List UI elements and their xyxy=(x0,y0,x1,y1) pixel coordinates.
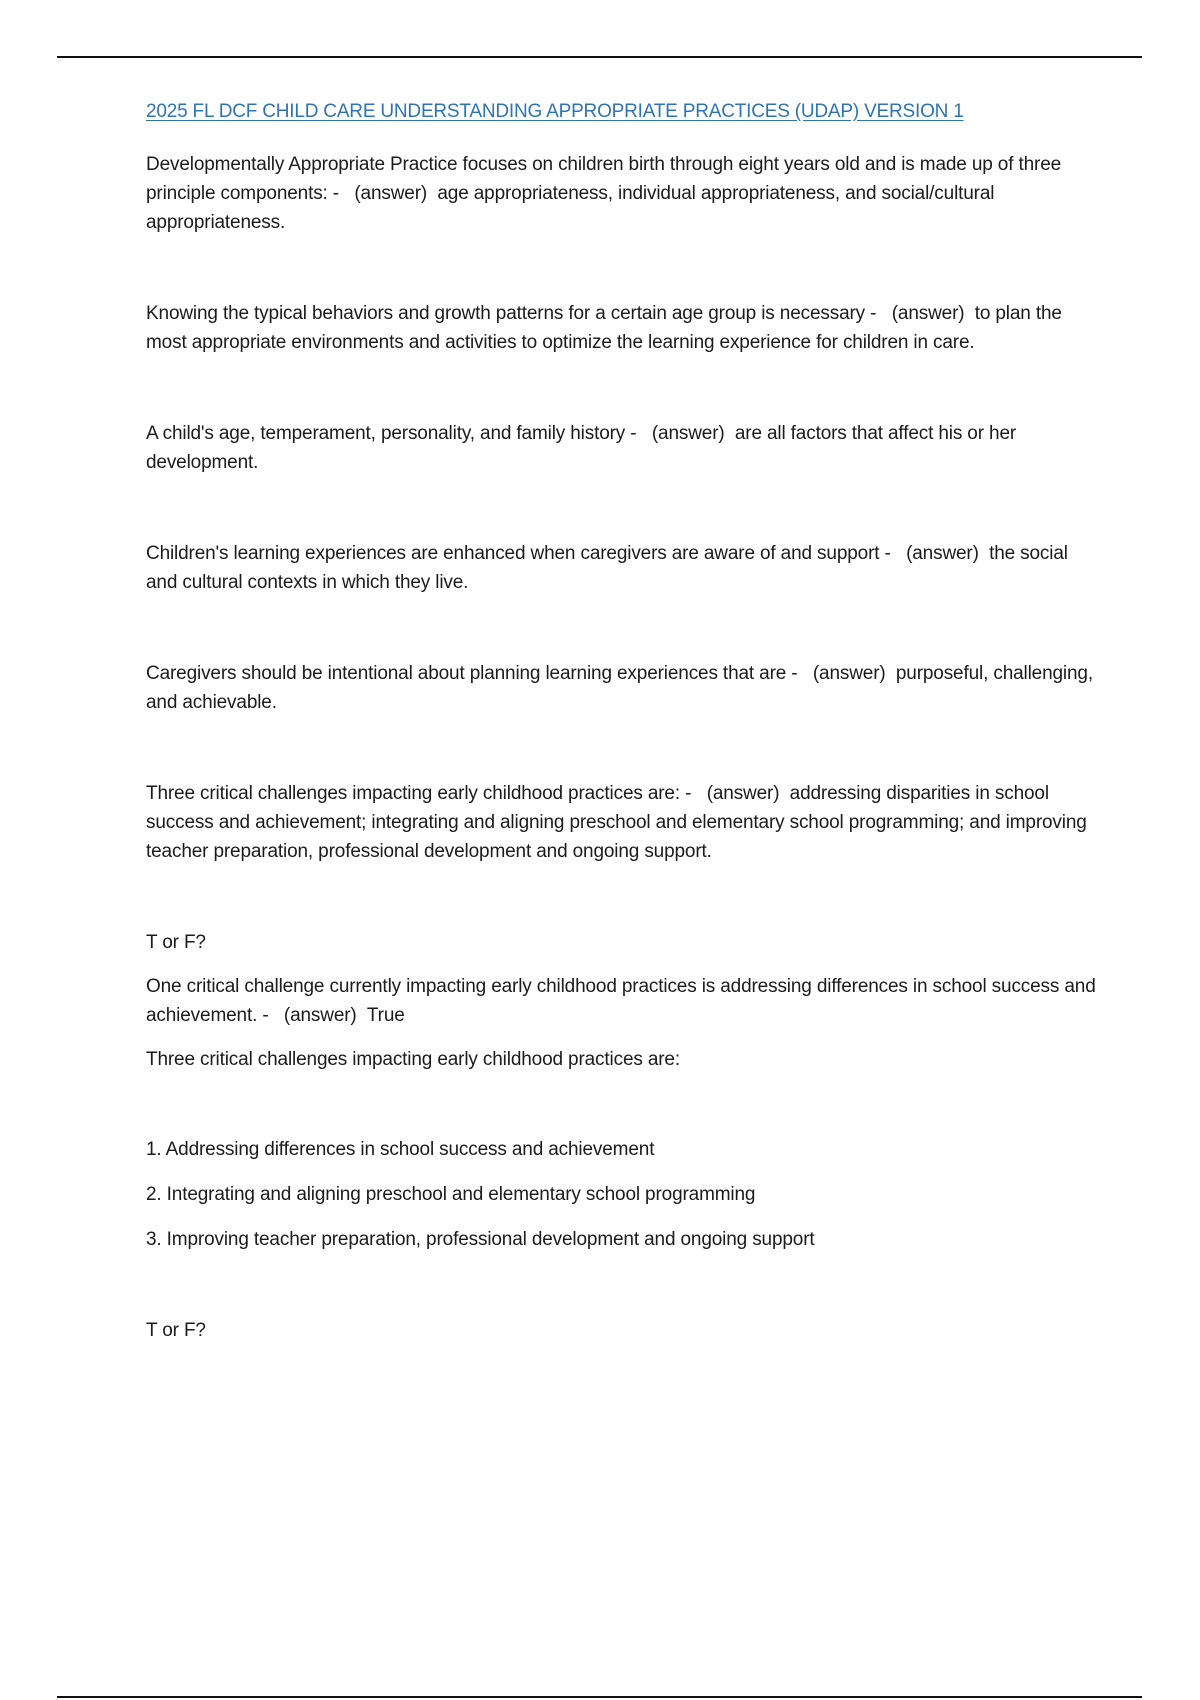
answer-tag: (answer) xyxy=(906,543,979,564)
answer-text: to plan the most appropriate environments and activities to optimize the learning experience for children in care. xyxy=(146,303,1062,353)
answer-text: the social and cultural contexts in which they live. xyxy=(146,543,1068,593)
qa-item-1 xyxy=(146,150,1101,237)
explanation-intro: Three critical challenges impacting early childhood practices are: xyxy=(146,1049,680,1070)
tf-label-1: T or F? xyxy=(146,932,206,953)
question-text: A child's age, temperament, personality, and family history - xyxy=(146,423,637,444)
list-item-3: 3. Improving teacher preparation, professional development and ongoing support xyxy=(146,1229,815,1250)
answer-tag: (answer) xyxy=(812,663,886,684)
answer-text: addressing disparities in school success and achievement; integrating and aligning preschool and elementary school programming; and improving teacher preparation, professional development and ongoing support. xyxy=(146,783,1087,862)
answer-tag: (answer) xyxy=(354,183,428,204)
qa-item-6 xyxy=(146,779,1101,866)
question-text: Knowing the typical behaviors and growth patterns for a certain age group is necessary - xyxy=(146,303,877,324)
answer-tag: (answer) xyxy=(283,1005,357,1026)
document-body xyxy=(146,98,1101,1345)
answer-text: True xyxy=(366,1005,405,1026)
list-item-1: 1. Addressing differences in school success and achievement xyxy=(146,1139,655,1160)
question-text: Children's learning experiences are enhanced when caregivers are aware of and support - xyxy=(146,543,891,564)
footer-rule xyxy=(57,1696,1142,1698)
answer-tag: (answer) xyxy=(706,783,780,804)
answer-text: purposeful, challenging, and achievable. xyxy=(146,663,1093,713)
question-text: Caregivers should be intentional about planning learning experiences that are - xyxy=(146,663,798,684)
answer-tag: (answer) xyxy=(891,303,965,324)
header-rule xyxy=(57,56,1142,58)
tf-item-1 xyxy=(146,972,1101,1030)
answer-tag: (answer) xyxy=(651,423,725,444)
question-text: One critical challenge currently impacting early childhood practices is addressing differences in school success and achievement. - xyxy=(146,976,1096,1026)
answer-text: age appropriateness, individual appropriateness, and social/cultural appropriateness. xyxy=(146,183,995,233)
question-text: Developmentally Appropriate Practice focuses on children birth through eight years old and is made up of three principle components: - xyxy=(146,154,1062,204)
document-title[interactable]: 2025 FL DCF CHILD CARE UNDERSTANDING APPROPRIATE PRACTICES (UDAP) VERSION 1 xyxy=(146,101,964,122)
qa-item-5 xyxy=(146,659,1101,717)
qa-item-2 xyxy=(146,299,1101,357)
question-text: Three critical challenges impacting early childhood practices are: - xyxy=(146,783,692,804)
qa-item-4 xyxy=(146,539,1101,597)
list-item-2: 2. Integrating and aligning preschool and elementary school programming xyxy=(146,1184,756,1205)
answer-text: are all factors that affect his or her development. xyxy=(146,423,1017,473)
qa-item-3 xyxy=(146,419,1101,477)
tf-label-2: T or F? xyxy=(146,1320,206,1341)
